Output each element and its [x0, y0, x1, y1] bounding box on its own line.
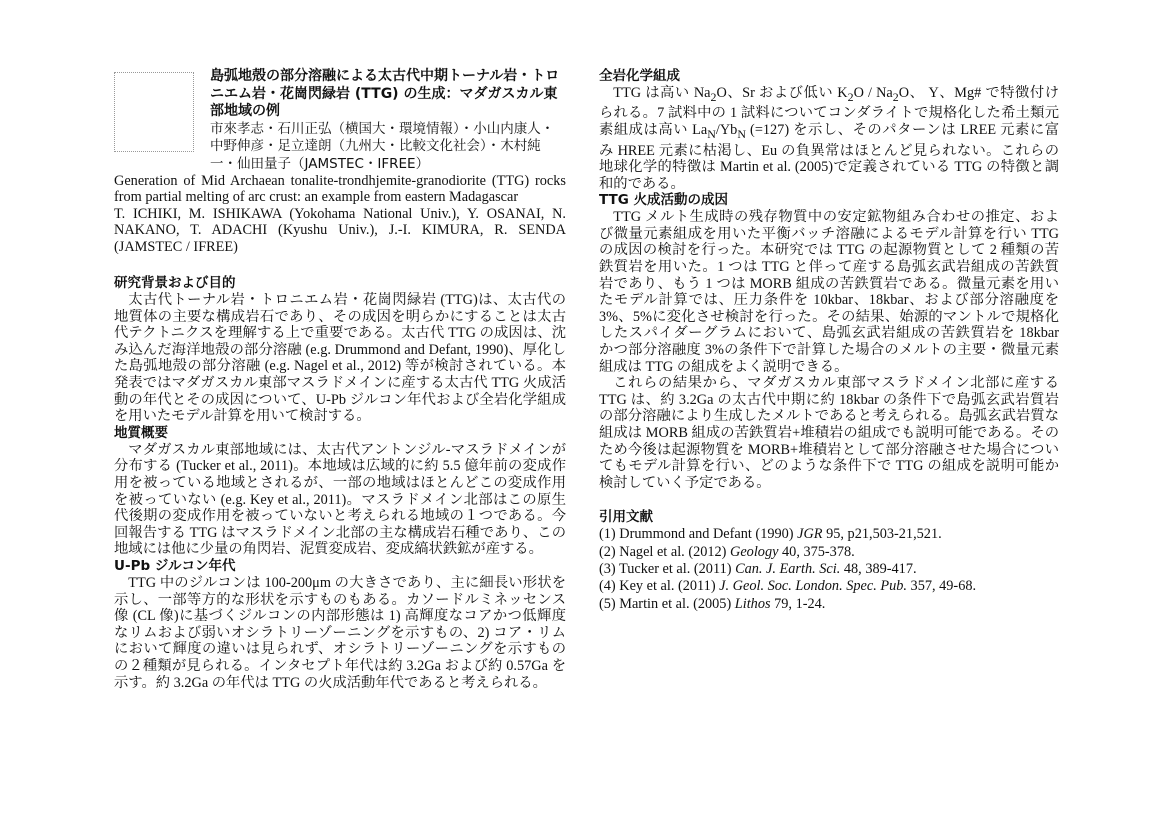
section-text-origin-1: TTG メルト生成時の残存物質中の安定鉱物組み合わせの推定、および微量元素組成を用いた平衡バッチ溶融によるモデル計算を行い TTG の成因の検討を行った。本研究では TTG の起源物質として 2 種類の苦鉄質岩を用いた。1 つは TTG と伴って産する島弧玄武岩組成の苦鉄質岩であり、もう 1 つは MORB 組成の苦鉄質岩である。微量元素を用いたモデル計算では、圧力条件を 10kbar、18kbar、および部分溶融度を 3%、5%に変化させ検討を行った。その結果、始源的マントルで規格化したスパイダーグラムにおいて、島弧玄武岩組成の苦鉄質岩を 18kbar かつ部分溶融度 3%の条件下で計算した場合のメルトの主要・微量元素組成は TTG の組成をよく説明できる。	[599, 209, 1059, 375]
title-block	[114, 68, 566, 173]
section-heading-background: 研究背景および目的	[114, 275, 236, 292]
section-text-geology: マダガスカル東部地域には、太古代アントンジル-マスラドメインが分布する (Tucker et al., 2011)。本地域は広域的に約 5.5 億年前の変成作用を被っている地域とされるが、一部の地域はほとんどこの変成作用を被っていない (e.g. Key et al., 2011)。マスラドメイン北部はこの原生代後期の変成作用を被っていないと考えられる地域の１つである。今回報告する TTG はマスラドメイン北部の主な構成岩石種であり、この地域には他に少量の角閃岩、泥質変成岩、変成縞状鉄鉱が産する。	[114, 441, 566, 558]
authors-english: T. ICHIKI, M. ISHIKAWA (Yokohama National Univ.), Y. OSANAI, N. NAKANO, T. ADACHI (Kyushu Univ.), J.-I. KIMURA, R. SENDA (JAMSTEC / IFREE)	[114, 205, 566, 255]
title-japanese: 島弧地殻の部分溶融による太古代中期トーナル岩・トロニエム岩・花崗閃緑岩 (TTG) の生成：マダガスカル東部地域の例	[210, 68, 560, 119]
section-text-origin-2: これらの結果から、マダガスカル東部マスラドメイン北部に産する TTG は、約 3.2Ga の太古代中期に約 18kbar の条件下で島弧玄武岩質岩の部分溶融により生成したメルトであると考えられる。島弧玄武岩質な組成は MORB 組成の苦鉄質岩+堆積岩の組成でも説明可能である。そのため今後は起源物質を MORB+堆積岩として部分溶融させた場合についてもモデル計算を行い、どのような条件下で TTG の組成を説明可能か検討していく予定である。	[599, 375, 1059, 491]
reference-list	[599, 526, 1059, 612]
section-heading-references: 引用文献	[599, 509, 653, 526]
left-column	[114, 68, 566, 691]
section-heading-geology: 地質概要	[114, 424, 168, 441]
title-english: Generation of Mid Archaean tonalite-trondhjemite-granodiorite (TTG) rocks from partial melting of arc crust: an example from eastern Madagascar	[114, 173, 566, 206]
title-text-block	[210, 68, 566, 173]
spacer	[114, 255, 566, 275]
section-heading-whole-rock: 全岩化学組成	[599, 68, 680, 84]
section-heading-zircon: U-Pb ジルコン年代	[114, 557, 236, 574]
section-heading-origin: TTG 火成活動の成因	[599, 192, 729, 209]
section-text-whole-rock: TTG は高い $Na_2O$、Sr および低い $K_2O / Na_2O$、 Y、Mg# で特徴付けられる。7 試料中の 1 試料についてコンダライトで規格化した希土類元素組成は高い $La_N/Yb_N$ (=127) を示し、そのパターンは LREE 元素に富み HREE 元素に枯渇し、Eu の負異常はほとんど見られない。これらの地球化学的特徴は Martin et al. (2005)で定義されている TTG の特徴と調和的である。	[599, 85, 1059, 192]
reference-item: (1) Drummond and Defant (1990) JGR 95, p21,503-21,521.	[599, 526, 942, 543]
section-text-background: 太古代トーナル岩・トロニエム岩・花崗閃緑岩 (TTG)は、太古代の地質体の主要な構成岩石であり、その成因を明らかにすることは太古代テクトニクスを理解する上で重要である。太古代 TTG の成因は、沈み込んだ海洋地殻の部分溶融 (e.g. Drummond and Defant, 1990)、厚化した島弧地殻の部分溶融 (e.g. Nagel et al., 2012) 等が検討されている。本発表ではマダガスカル東部マスラドメインに産する太古代 TTG 火成活動の年代とその成因について、U-Pb ジルコン年代および全岩化学組成を用いたモデル計算を用いて検討する。	[114, 292, 566, 425]
section-text-zircon: TTG 中のジルコンは 100-200μm の大きさであり、主に細長い形状を示し、一部等方的な形状を示すものもある。カソードルミネッセンス像 (CL 像)に基づくジルコンの内部形態は 1) 高輝度なコアかつ低輝度なリムおよび弱いオシラトリーゾーニングを示すもの、2) コア・リムにおいて輝度の違いは見られず、オシラトリーゾーニングを示すものの２種類が見られる。インタセプト年代は約 3.2Ga および約 0.57Ga を示す。約 3.2Ga の年代は TTG の火成活動年代であると考えられる。	[114, 574, 566, 691]
reference-item: (4) Key et al. (2011) J. Geol. Soc. London. Spec. Pub. 357, 49-68.	[599, 578, 977, 595]
right-column	[599, 68, 1059, 613]
abstract-id-box	[114, 72, 194, 152]
reference-item: (2) Nagel et al. (2012) Geology 40, 375-378.	[599, 543, 855, 560]
authors-japanese: 市來孝志・石川正弘（横国大・環境情報）・小山内康人・中野伸彦・足立達朗（九州大・比較文化社会）・木村純一・仙田量子（JAMSTEC・IFREE）	[210, 120, 555, 172]
reference-item: (3) Tucker et al. (2011) Can. J. Earth. Sci. 48, 389-417.	[599, 560, 917, 577]
spacer	[599, 491, 1059, 509]
reference-item: (5) Martin et al. (2005) Lithos 79, 1-24.	[599, 595, 826, 612]
